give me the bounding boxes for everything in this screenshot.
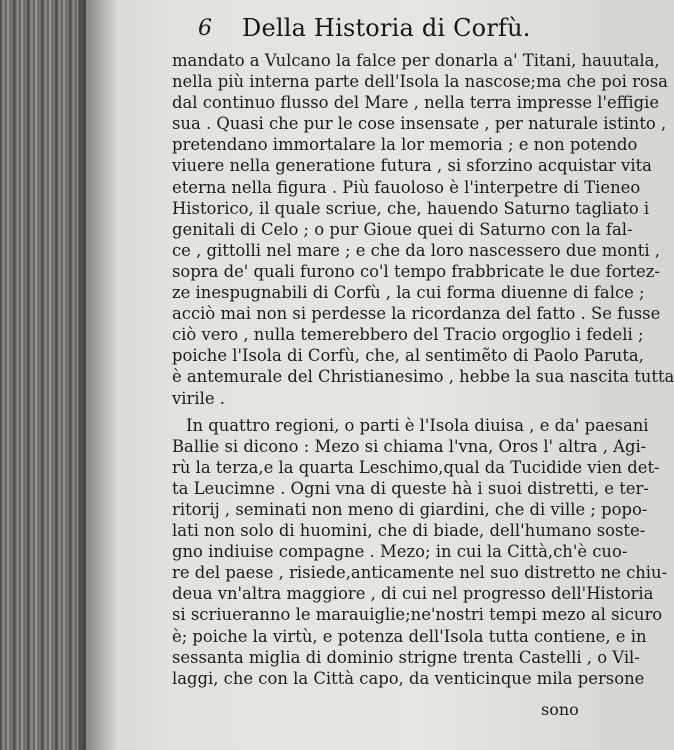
text-line: gno indiuise compagne . Mezo; in cui la Città,ch'è cuo- <box>172 542 628 562</box>
text-line: lati non solo di huomini, che di biade, dell'humano soste- <box>172 521 646 541</box>
gutter-shadow <box>78 0 118 750</box>
text-line: poiche l'Isola di Corfù, che, al sentimẽto di Paolo Paruta, <box>172 346 644 366</box>
text-line: viuere nella generatione futura , si sforzino acquistar vita <box>172 156 652 176</box>
text-line: Ballie si dicono : Mezo si chiama l'vna, Oros l' altra , Agi- <box>172 436 647 456</box>
paragraph <box>172 415 668 689</box>
page-header <box>198 16 598 44</box>
text-line: laggi, che con la Città capo, da venticinque mila persone <box>172 668 645 688</box>
text-line: si scriueranno le marauiglie;ne'nostri tempi mezo al sicuro <box>172 605 663 625</box>
text-line: ta Leucimne . Ogni vna di queste hà i suoi distretti, e ter- <box>172 478 649 498</box>
book-binding-edge <box>0 0 86 750</box>
text-line: è antemurale del Christianesimo , hebbe la sua nascita tutta <box>172 367 674 387</box>
text-line: In quattro regioni, o parti è l'Isola diuisa , e da' paesani <box>186 415 649 435</box>
text-line: sua . Quasi che pur le cose insensate , per naturale istinto , <box>172 114 667 134</box>
text-line: ritorij , seminati non meno di giardini, che di ville ; popo- <box>172 499 648 519</box>
body-text <box>172 50 674 689</box>
paragraph <box>172 50 674 409</box>
text-line: sopra de' quali furono co'l tempo frabbricate le due fortez- <box>172 261 660 281</box>
text-line: eterna nella figura . Più fauoloso è l'interpetre di Tieneo <box>172 177 641 197</box>
text-line: re del paese , risiede,anticamente nel suo distretto ne chiu- <box>172 563 668 583</box>
text-line: nella più interna parte dell'Isola la nascose;ma che poi rosa <box>172 72 668 92</box>
text-line: genitali di Celo ; o pur Gioue quei di Saturno con la fal- <box>172 219 633 239</box>
text-line: rù la terza,e la quarta Leschimo,qual da Tucidide vien det- <box>172 457 660 477</box>
text-line: sessanta miglia di dominio strigne trenta Castelli , o Vil- <box>172 647 640 667</box>
text-line: virile . <box>172 388 225 408</box>
text-line: ce , gittolli nel mare ; e che da loro nascessero due monti , <box>172 240 661 260</box>
text-line: Historico, il quale scriue, che, hauendo Saturno tagliato i <box>172 198 650 218</box>
text-line: deua vn'altra maggiore , di cui nel progresso dell'Historia <box>172 584 654 604</box>
text-line: ze inespugnabili di Corfù , la cui forma diuenne di falce ; <box>172 283 645 303</box>
text-line: dal continuo flusso del Mare , nella terra impresse l'effigie <box>172 93 660 113</box>
running-head: Della Historia di Corfù. <box>242 14 531 42</box>
page-number: 6 <box>198 16 212 41</box>
text-line: mandato a Vulcano la falce per donarla a' Titani, hauutala, <box>172 51 660 70</box>
catchword: sono <box>541 700 579 719</box>
text-line: acciò mai non si perdesse la ricordanza del fatto . Se fusse <box>172 304 661 324</box>
text-line: ciò vero , nulla temerebbero del Tracio orgoglio i fedeli ; <box>172 325 644 345</box>
text-line: pretendano immortalare la lor memoria ; e non potendo <box>172 135 638 155</box>
text-line: è; poiche la virtù, e potenza dell'Isola tutta contiene, e in <box>172 626 647 646</box>
